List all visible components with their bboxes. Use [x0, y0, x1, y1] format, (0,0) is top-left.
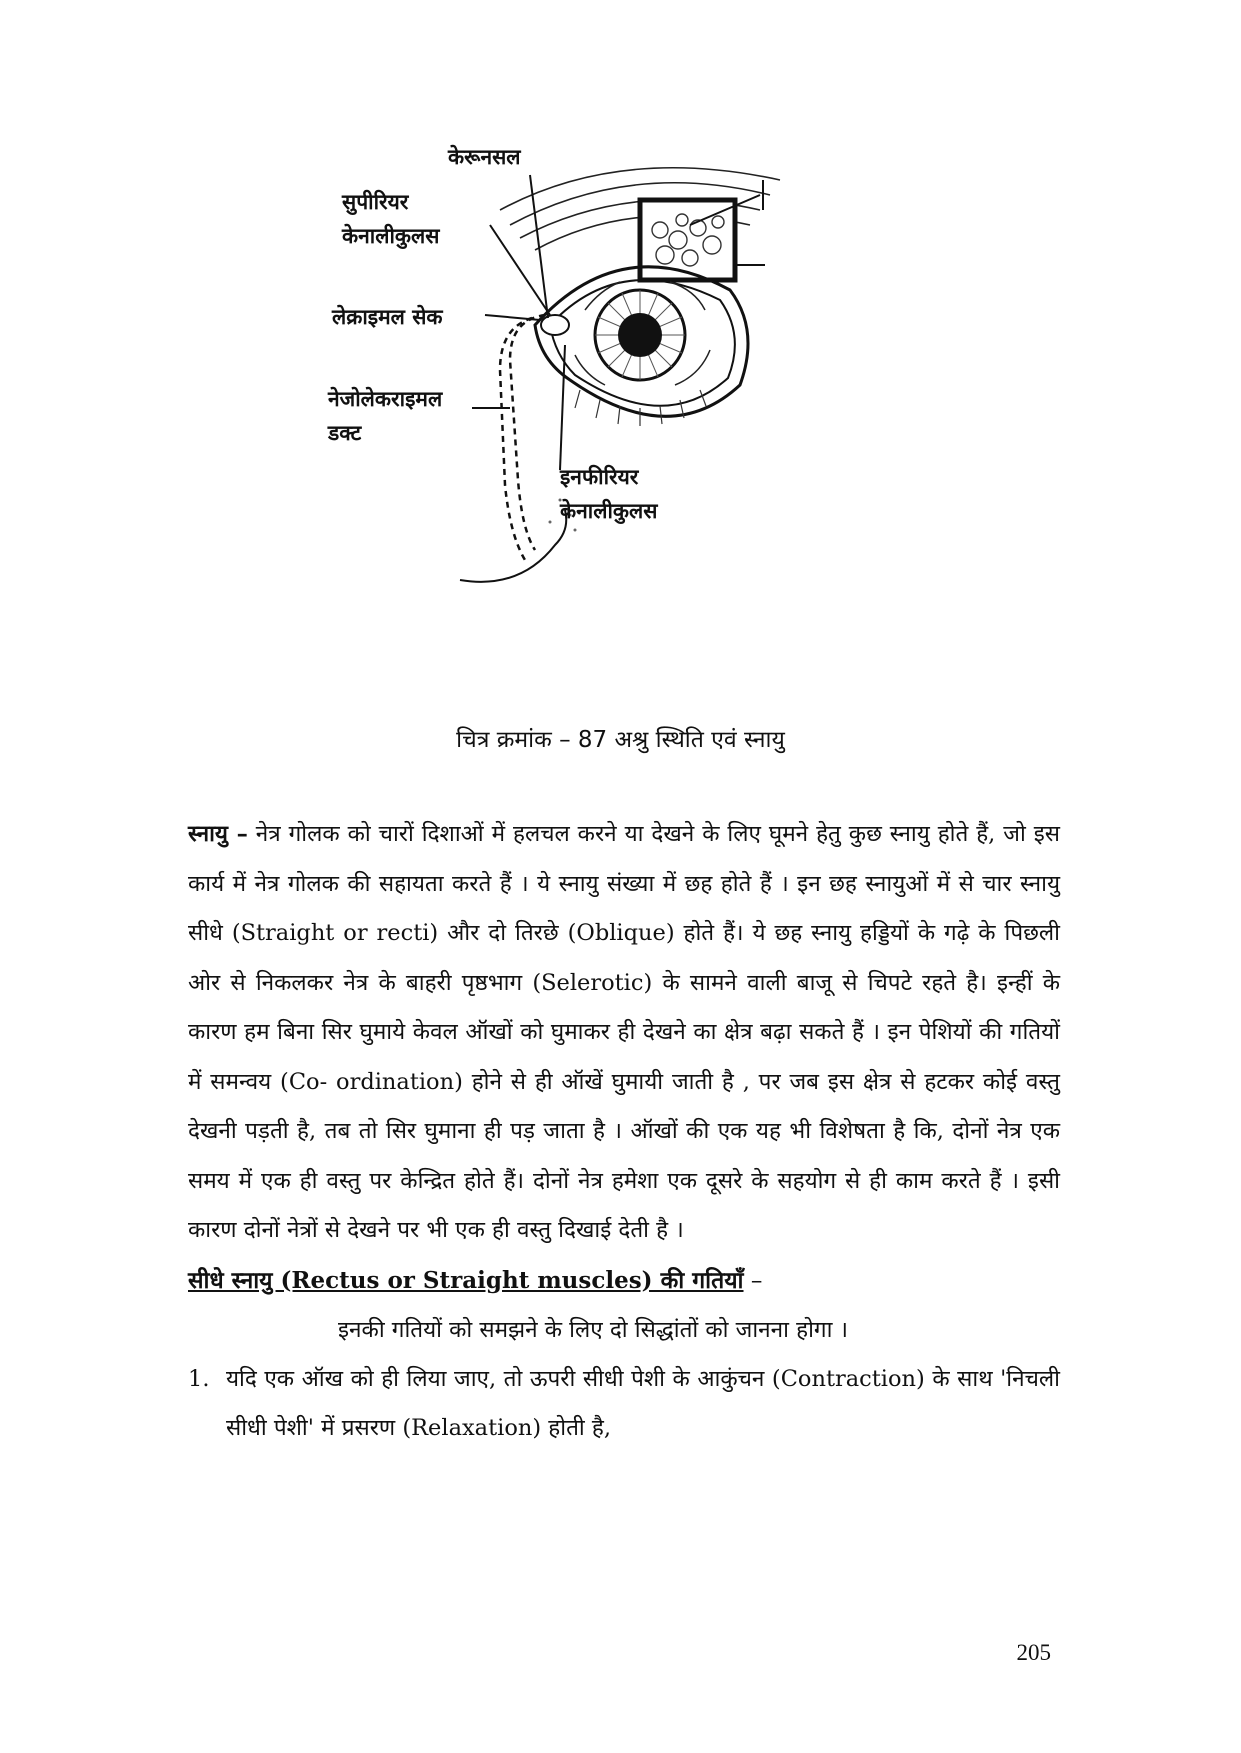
figure-caption: चित्र क्रमांक – 87 अश्रु स्थिति एवं स्नायु	[456, 727, 785, 753]
section-heading-dash: –	[743, 1267, 763, 1294]
section-heading-text: सीधे स्नायु (Rectus or Straight muscles) की गतियॉं	[188, 1266, 744, 1294]
label-lacrimal-sac: लेक्राइमल सेक	[332, 305, 443, 329]
label-superior-canaliculus: सुपीरियर केनालीकुलस	[342, 190, 440, 248]
body-text	[188, 810, 1060, 1453]
eye-diagram	[328, 145, 880, 670]
paragraph-snayu	[188, 810, 1060, 1256]
label-inferior-canaliculus: इनफीरियर केनालीकुलस	[560, 465, 658, 523]
list-item	[188, 1355, 1060, 1453]
list-item-text: यदि एक ऑख को ही लिया जाए, तो ऊपरी सीधी पेशी के आकुंचन (Contraction) के साथ 'निचली सीधी पेशी' में प्रसरण (Relaxation) होती है,	[226, 1365, 1060, 1441]
page-number: 205	[1016, 1640, 1051, 1665]
label-caruncle: केरूनसल	[448, 145, 521, 169]
section-heading	[188, 1256, 1060, 1306]
paragraph-text: नेत्र गोलक को चारों दिशाओं में हलचल करने या देखने के लिए घूमने हेतु कुछ स्नायु होते हैं, जो इस कार्य में नेत्र गोलक की सहायता करते हैं । ये स्नायु संख्या में छह होते हैं । इन छह स्नायुओं में से चार स्नायु सीधे (Straight or recti) और दो तिरछे (Oblique) होते हैं। ये छह स्नायु हड्डियों के गढ़े के पिछली ओर से निकलकर नेत्र के बाहरी पृष्ठभाग (Selerotic) के सामने वाली बाजू से चिपटे रहते है। इन्हीं के कारण हम बिना सिर घुमाये केवल ऑखों को घुमाकर ही देखने का क्षेत्र बढ़ा सकते हैं । इन पेशियों की गतियों में समन्वय (Co- ordination) होने से ही ऑखें घुमायी जाती है , पर जब इस क्षेत्र से हटकर कोई वस्तु देखनी पड़ती है, तब तो सिर घुमाना ही पड़ जाता है । ऑखों की एक यह भी विशेषता है कि, दोनों नेत्र एक समय में एक ही वस्तु पर केन्द्रित होते हैं। दोनों नेत्र हमेशा एक दूसरे के सहयोग से ही काम करते हैं । इसी कारण दोनों नेत्रों से देखने पर भी एक ही वस्तु दिखाई देती है ।	[188, 821, 1061, 1243]
paragraph-lead: स्नायु –	[188, 821, 248, 847]
list-item-number: 1.	[188, 1365, 210, 1392]
intro-line: इनकी गतियों को समझने के लिए दो सिद्धांतों को जानना होगा ।	[338, 1316, 849, 1343]
label-nasolacrimal-duct: नेजोलेकराइमल डक्ट	[328, 387, 443, 445]
